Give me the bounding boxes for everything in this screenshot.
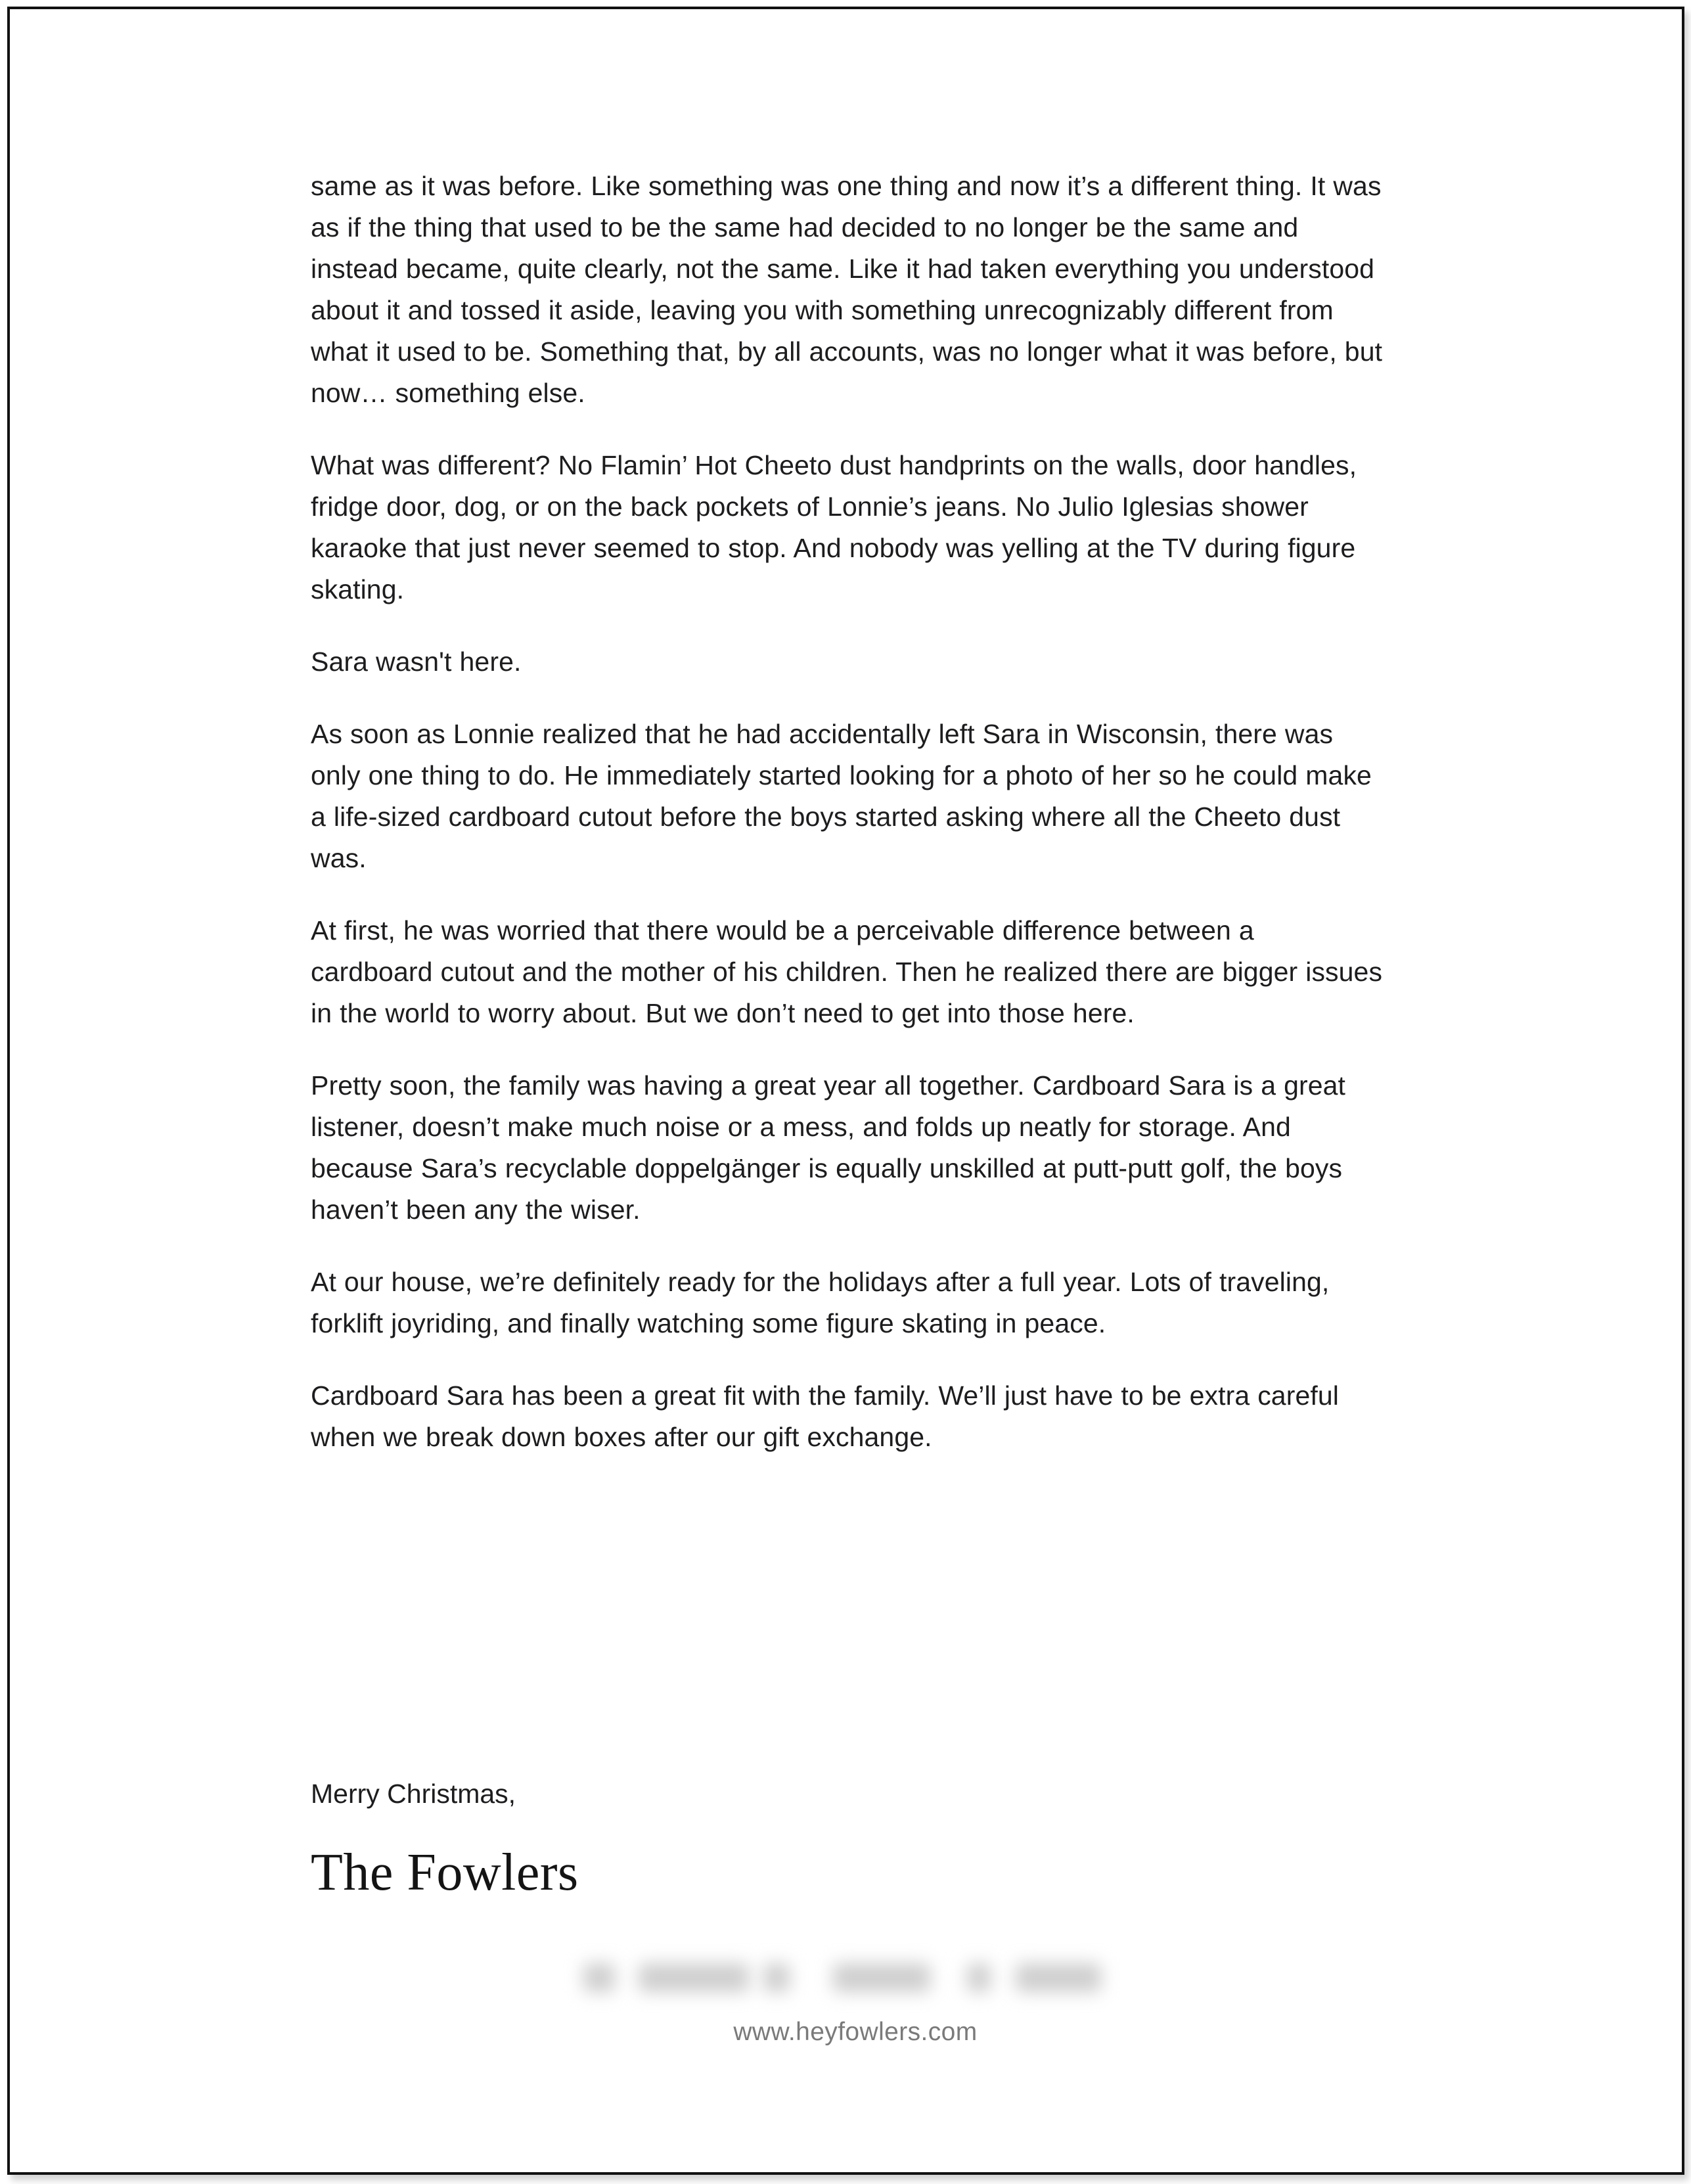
- body-paragraph-4: As soon as Lonnie realized that he had accidentally left Sara in Wisconsin, there was only one thing to do. He immediately started looking for a photo of her so he could make a life-sized cardboard cutout before the boys started asking where all the Cheeto dust was.: [311, 719, 1372, 873]
- body-paragraph-3: Sara wasn't here.: [311, 647, 522, 677]
- body-paragraph-1: same as it was before. Like something was one thing and now it’s a different thing. It was as if the thing that used to be the same had decided to no longer be the same and instead became, quite clearly, not the same. Like it had taken everything you understood about it and tossed it aside, leaving you with something unrecognizably different from what it used to be. Something that, by all accounts, was no longer what it was before, but now… something else.: [311, 171, 1383, 408]
- redaction-smudge: [833, 1963, 930, 1992]
- body-paragraph-7: At our house, we’re definitely ready for the holidays after a full year. Lots of traveling, forklift joyriding, and finally watching some figure skating in peace.: [311, 1267, 1330, 1338]
- letter-page: [7, 7, 1684, 2175]
- body-paragraph-8: Cardboard Sara has been a great fit with the family. We’ll just have to be extra careful when we break down boxes after our gift exchange.: [311, 1380, 1339, 1452]
- redaction-smudge: [967, 1963, 991, 1992]
- redacted-wordmark-icon: [566, 1954, 1144, 2003]
- redaction-smudge: [1016, 1963, 1101, 1992]
- body-paragraph-5: At first, he was worried that there would be a perceivable difference between a cardboard cutout and the mother of his children. Then he realized there are bigger issues in the world to worry about. But we don’t need to get into those here.: [311, 915, 1383, 1028]
- redaction-smudge: [639, 1963, 749, 1992]
- redaction-smudge: [763, 1963, 790, 1992]
- body-paragraph-2: What was different? No Flamin’ Hot Cheeto dust handprints on the walls, door handles, fridge door, dog, or on the back pockets of Lonnie’s jeans. No Julio Iglesias shower karaoke that just never seemed to stop. And nobody was yelling at the TV during figure skating.: [311, 450, 1357, 604]
- redaction-smudge: [583, 1963, 615, 1992]
- family-signature-name: The Fowlers: [311, 1844, 579, 1901]
- letter-body-text: [311, 166, 1383, 1458]
- body-paragraph-6: Pretty soon, the family was having a great year all together. Cardboard Sara is a great listener, doesn’t make much noise or a mess, and folds up neatly for storage. And because Sara’s recyclable doppelgänger is equally unskilled at putt-putt golf, the boys haven’t been any the wiser.: [311, 1070, 1346, 1225]
- page-footer: [10, 1954, 1691, 2048]
- signature-block: [311, 1773, 1383, 1901]
- closing-salutation: Merry Christmas,: [311, 1779, 516, 1809]
- footer-website-url[interactable]: www.heyfowlers.com: [733, 2018, 978, 2046]
